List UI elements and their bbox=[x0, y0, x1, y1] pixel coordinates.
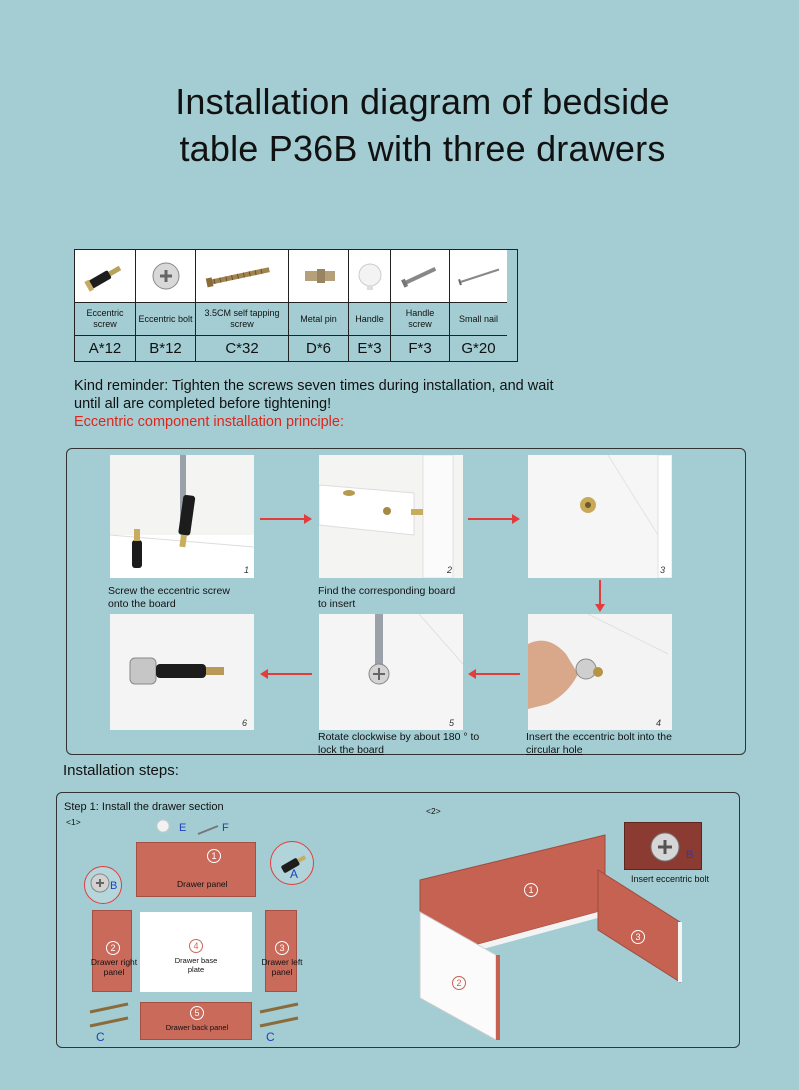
handle-screw-icon bbox=[391, 250, 450, 303]
drawer-back-panel-label: Drawer back panel bbox=[165, 1023, 229, 1032]
photo-step-3 bbox=[528, 455, 672, 578]
label-b-right: B bbox=[686, 849, 694, 861]
drawer-panel bbox=[136, 842, 256, 897]
reminder-line-2: until all are completed before tightening! bbox=[74, 396, 332, 412]
label-c-right: C bbox=[266, 1030, 275, 1044]
title-line-2: table P36B with three drawers bbox=[179, 128, 666, 169]
step-1-caption-line-1: Screw the eccentric screw bbox=[108, 585, 230, 597]
part-name-b: Eccentric bolt bbox=[136, 303, 196, 336]
step-5-number: 5 bbox=[449, 718, 455, 728]
principle-heading: Eccentric component installation principle: bbox=[74, 414, 344, 430]
part-qty-d: D*6 bbox=[289, 336, 349, 361]
drawer-panel-label: Drawer panel bbox=[177, 879, 228, 889]
part-qty-f: F*3 bbox=[391, 336, 450, 361]
kind-reminder bbox=[74, 377, 674, 413]
panel-number-1: 1 bbox=[207, 849, 221, 863]
step-1-number: 1 bbox=[244, 565, 250, 575]
panel-number-4: 4 bbox=[189, 939, 203, 953]
metal-pin-icon bbox=[289, 250, 349, 303]
self-tapping-screw-icon bbox=[86, 1000, 132, 1034]
drawer-left-panel bbox=[265, 910, 297, 992]
step-1-caption-line-2: onto the board bbox=[108, 598, 176, 610]
frame-number-2: 2 bbox=[452, 976, 466, 990]
installation-steps-heading: Installation steps: bbox=[63, 762, 179, 779]
step-2-caption bbox=[318, 585, 455, 611]
frame-number-1: 1 bbox=[524, 883, 538, 897]
step-5-caption-line-1: Rotate clockwise by about 180 ° to bbox=[318, 731, 480, 743]
label-c-left: C bbox=[96, 1030, 105, 1044]
part-qty-e: E*3 bbox=[349, 336, 391, 361]
step-1-caption bbox=[108, 585, 230, 611]
drawer-base-plate-label bbox=[140, 956, 252, 974]
step-4-caption-line-1: Insert the eccentric bolt into the bbox=[526, 731, 672, 743]
insert-eccentric-bolt-label: Insert eccentric bolt bbox=[631, 874, 710, 884]
eccentric-bolt-closeup bbox=[624, 822, 702, 870]
handle-icon bbox=[349, 250, 391, 303]
label-a: A bbox=[290, 867, 299, 881]
panel-number-5: 5 bbox=[190, 1006, 204, 1020]
sub-diagram-1-label: <1> bbox=[66, 817, 81, 827]
arrow-5-to-6 bbox=[262, 673, 312, 675]
part-qty-b: B*12 bbox=[136, 336, 196, 361]
panel-number-3: 3 bbox=[275, 941, 289, 955]
part-qty-a: A*12 bbox=[75, 336, 136, 361]
self-tapping-screw-icon bbox=[196, 250, 289, 303]
step-4-number: 4 bbox=[656, 718, 662, 728]
drawer-left-panel-label-line-1: Drawer left bbox=[261, 957, 303, 967]
label-f: F bbox=[222, 822, 229, 834]
handle-icon bbox=[156, 818, 170, 836]
part-name-c: 3.5CM self tapping screw bbox=[196, 303, 289, 336]
title-line-1: Installation diagram of bedside bbox=[175, 81, 670, 122]
handle-screw-icon bbox=[196, 823, 220, 835]
step-4-caption-line-2: circular hole bbox=[526, 744, 583, 756]
step-4-caption bbox=[526, 731, 672, 757]
part-name-d: Metal pin bbox=[289, 303, 349, 336]
step-1-title: Step 1: Install the drawer section bbox=[64, 801, 224, 813]
step-6-number: 6 bbox=[242, 718, 248, 728]
step-3-number: 3 bbox=[660, 565, 666, 575]
step-5-caption-line-2: lock the board bbox=[318, 744, 384, 756]
self-tapping-screw-icon bbox=[256, 1000, 302, 1034]
drawer-right-panel-label-line-1: Drawer right bbox=[90, 957, 138, 967]
drawer-base-plate bbox=[140, 912, 252, 992]
step-5-caption bbox=[318, 731, 479, 757]
part-qty-c: C*32 bbox=[196, 336, 289, 361]
photo-step-2 bbox=[319, 455, 463, 578]
part-name-a: Eccentric screw bbox=[75, 303, 136, 336]
drawer-left-panel-label-line-2: panel bbox=[271, 967, 293, 977]
eccentric-bolt-icon bbox=[136, 250, 196, 303]
part-qty-g: G*20 bbox=[461, 340, 496, 357]
label-e: E bbox=[179, 822, 187, 834]
label-b-left: B bbox=[110, 880, 118, 892]
drawer-right-panel-label-line-2: panel bbox=[103, 967, 125, 977]
step-2-number: 2 bbox=[447, 565, 453, 575]
drawer-base-plate-label-line-2: plate bbox=[187, 965, 205, 974]
page-title bbox=[0, 78, 799, 172]
panel-number-2: 2 bbox=[106, 941, 120, 955]
arrow-1-to-2 bbox=[260, 518, 310, 520]
drawer-right-panel-label bbox=[79, 957, 149, 977]
step-2-caption-line-2: to insert bbox=[318, 598, 356, 610]
sub-diagram-2-label: <2> bbox=[426, 806, 441, 816]
arrow-3-to-4 bbox=[599, 580, 601, 610]
part-name-e: Handle bbox=[349, 303, 391, 336]
photo-step-4 bbox=[528, 614, 672, 730]
photo-step-1 bbox=[110, 455, 254, 578]
part-name-f: Handle screw bbox=[391, 303, 450, 336]
eccentric-screw-icon bbox=[75, 250, 136, 303]
parts-table bbox=[74, 249, 518, 362]
arrow-2-to-3 bbox=[468, 518, 518, 520]
drawer-back-panel bbox=[140, 1002, 252, 1040]
reminder-line-1: Kind reminder: Tighten the screws seven times during installation, and wait bbox=[74, 378, 554, 394]
arrow-4-to-5 bbox=[470, 673, 520, 675]
photo-step-6 bbox=[110, 614, 254, 730]
drawer-right-panel bbox=[92, 910, 132, 992]
drawer-base-plate-label-line-1: Drawer base bbox=[174, 956, 218, 965]
small-nail-icon bbox=[450, 250, 507, 303]
part-name-g: Small nail bbox=[450, 303, 507, 336]
frame-number-3: 3 bbox=[631, 930, 645, 944]
step-2-caption-line-1: Find the corresponding board bbox=[318, 585, 456, 597]
drawer-left-panel-label bbox=[252, 957, 312, 977]
photo-step-5 bbox=[319, 614, 463, 730]
